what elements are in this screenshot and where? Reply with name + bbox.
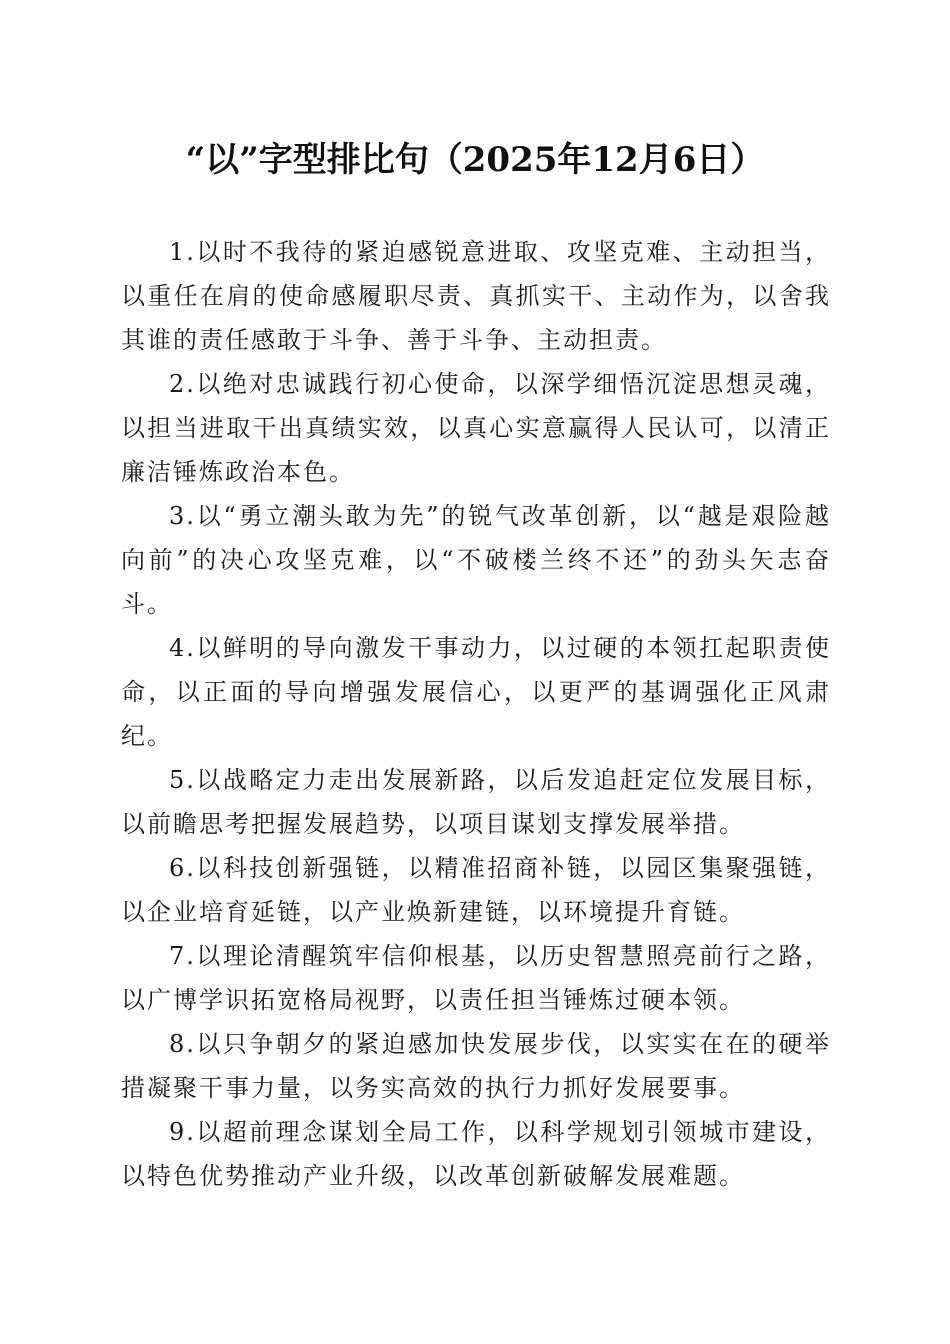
paragraph-9: 9.以超前理念谋划全局工作，以科学规划引领城市建设，以特色优势推动产业升级，以改革创新破解发展难题。 bbox=[121, 1118, 831, 1190]
page-title: “以”字型排比句（2025年12月6日） bbox=[185, 140, 765, 180]
paragraph-3: 3.以“勇立潮头敢为先”的锐气改革创新，以“越是艰险越向前”的决心攻坚克难，以“不破楼兰终不还”的劲头矢志奋斗。 bbox=[121, 502, 831, 618]
paragraph-2: 2.以绝对忠诚践行初心使命，以深学细悟沉淀思想灵魂，以担当进取干出真绩实效，以真心实意赢得人民认可，以清正廉洁锤炼政治本色。 bbox=[121, 370, 831, 486]
paragraph-8: 8.以只争朝夕的紧迫感加快发展步伐，以实实在在的硬举措凝聚干事力量，以务实高效的执行力抓好发展要事。 bbox=[121, 1030, 831, 1102]
document-body bbox=[121, 230, 831, 1198]
paragraph-4: 4.以鲜明的导向激发干事动力，以过硬的本领扛起职责使命，以正面的导向增强发展信心，以更严的基调强化正风肃纪。 bbox=[121, 634, 831, 750]
paragraph-1: 1.以时不我待的紧迫感锐意进取、攻坚克难、主动担当，以重任在肩的使命感履职尽责、真抓实干、主动作为，以舍我其谁的责任感敢于斗争、善于斗争、主动担责。 bbox=[121, 238, 831, 354]
paragraph-6: 6.以科技创新强链，以精准招商补链，以园区集聚强链，以企业培育延链，以产业焕新建链，以环境提升育链。 bbox=[121, 854, 831, 926]
paragraph-5: 5.以战略定力走出发展新路，以后发追赶定位发展目标，以前瞻思考把握发展趋势，以项目谋划支撑发展举措。 bbox=[121, 766, 831, 838]
paragraph-7: 7.以理论清醒筑牢信仰根基，以历史智慧照亮前行之路，以广博学识拓宽格局视野，以责任担当锤炼过硬本领。 bbox=[121, 942, 831, 1014]
